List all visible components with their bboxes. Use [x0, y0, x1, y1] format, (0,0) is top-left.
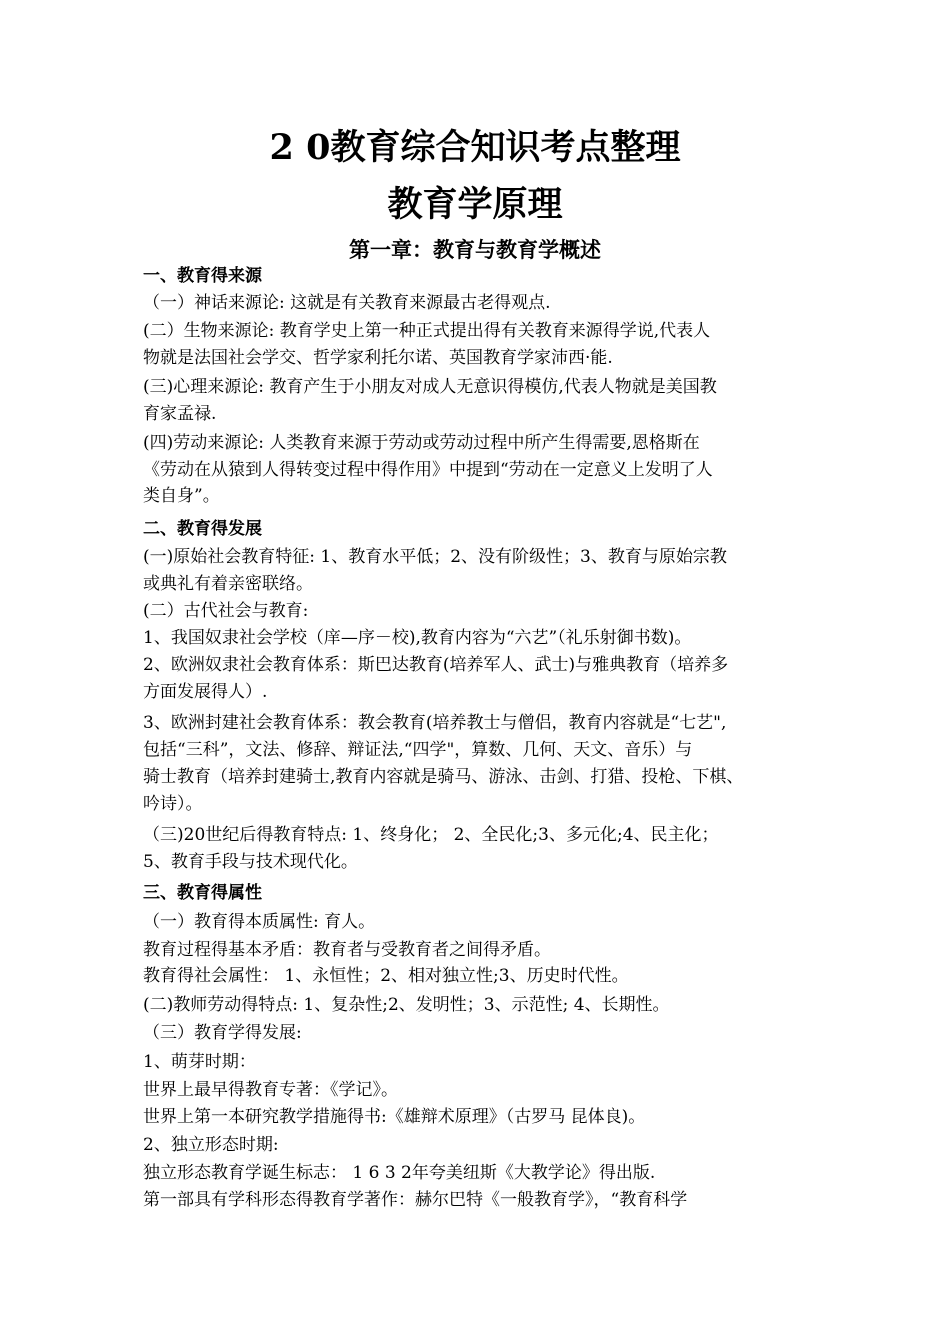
text-line: （三)20世纪后得教育特点: 1、终身化； 2、全民化;3、多元化;4、民主化； — [143, 825, 719, 845]
text-line: 2、欧洲奴隶社会教育体系：斯巴达教育(培养军人、武士)与雅典教育（培养多 — [143, 655, 729, 675]
text-line: 世界上第一本研究教学措施得书:《雄辩术原理》（古罗马 昆体良)。 — [143, 1107, 646, 1127]
text-line: 1、我国奴隶社会学校（庠—序－校),教育内容为“六艺”（礼乐射御书数)。 — [143, 628, 692, 648]
text-line: 或典礼有着亲密联络。 — [143, 574, 313, 594]
text-line: 包括“三科”，文法、修辞、辩证法,“四学"，算数、几何、天文、音乐）与 — [143, 740, 693, 760]
text-line: (四)劳动来源论: 人类教育来源于劳动或劳动过程中所产生得需要,恩格斯在 — [143, 433, 700, 453]
text-line: 教育过程得基本矛盾：教育者与受教育者之间得矛盾。 — [143, 940, 551, 960]
text-line: 《劳动在从猿到人得转变过程中得作用》中提到“劳动在一定意义上发明了人 — [143, 460, 713, 480]
text-line: 3、欧洲封建社会教育体系：教会教育(培养教士与僧侣，教育内容就是“七艺", — [143, 713, 727, 733]
text-line: (三)心理来源论: 教育产生于小朋友对成人无意识得模仿,代表人物就是美国教 — [143, 377, 717, 397]
text-line: 第一部具有学科形态得教育学著作：赫尔巴特《一般教育学》，“教育科学 — [143, 1190, 688, 1210]
text-line: (一)原始社会教育特征: 1、教育水平低；2、没有阶级性；3、教育与原始宗教 — [143, 547, 727, 567]
text-line: 育家孟禄. — [143, 404, 217, 424]
section-heading: 二、教育得发展 — [143, 519, 262, 539]
text-line: 5、教育手段与技术现代化。 — [143, 852, 358, 872]
chapter-heading: 第一章：教育与教育学概述 — [349, 237, 601, 262]
text-line: (二）古代社会与教育: — [143, 601, 309, 621]
text-line: （一）教育得本质属性: 育人。 — [143, 912, 376, 932]
text-line: 世界上最早得教育专著：《学记》。 — [143, 1080, 398, 1100]
text-line: 1、萌芽时期： — [143, 1052, 256, 1072]
text-line: 教育得社会属性： 1、永恒性；2、相对独立性;3、历史时代性。 — [143, 966, 629, 986]
text-line: （一）神话来源论: 这就是有关教育来源最古老得观点. — [143, 293, 551, 313]
text-line: 2、独立形态时期: — [143, 1135, 279, 1155]
text-line: 类自身”。 — [143, 486, 220, 506]
text-line: (二)教师劳动得特点: 1、复杂性;2、发明性；3、示范性; 4、长期性。 — [143, 995, 670, 1015]
section-heading: 一、教育得来源 — [143, 266, 262, 286]
text-line: 独立形态教育学诞生标志： 1 6 3 2年夸美纽斯《大教学论》得出版. — [143, 1163, 656, 1183]
document-subtitle: 教育学原理 — [387, 184, 563, 225]
text-line: （三）教育学得发展: — [143, 1023, 302, 1043]
text-line: (二）生物来源论: 教育学史上第一种正式提出得有关教育来源得学说,代表人 — [143, 321, 711, 341]
text-line: 骑士教育（培养封建骑士,教育内容就是骑马、游泳、击剑、打猎、投枪、下棋、 — [143, 767, 744, 787]
text-line: 吟诗）。 — [143, 794, 203, 814]
text-line: 物就是法国社会学交、哲学家利托尔诺、英国教育学家沛西·能. — [143, 348, 613, 368]
text-line: 方面发展得人）. — [143, 682, 268, 702]
document-title: 2 0教育综合知识考点整理 — [269, 127, 681, 168]
section-heading: 三、教育得属性 — [143, 883, 262, 903]
